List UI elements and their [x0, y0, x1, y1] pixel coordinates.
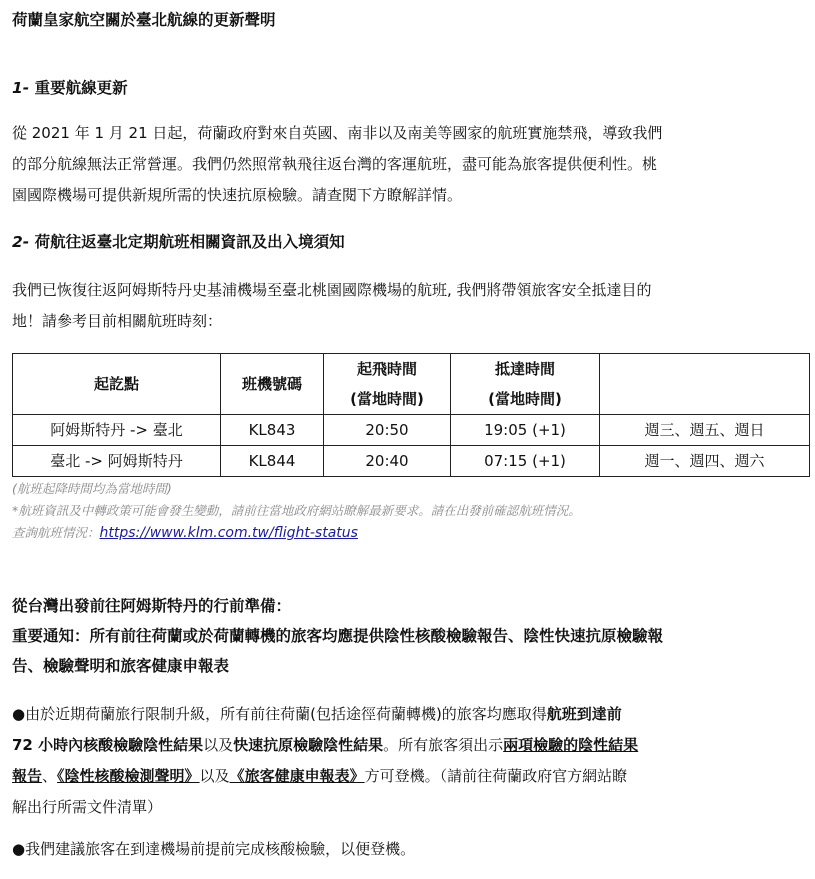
- bullet-bold: 航班到達前: [546, 705, 622, 723]
- bullet-text: ●由於近期荷蘭旅行限制升級，所有前往荷蘭(包括途徑荷蘭轉機)的旅客均應取得: [12, 705, 547, 723]
- section1-line: 從 2021 年 1 月 21 日起，荷蘭政府對來自英國、南非以及南美等國家的航班實施禁飛，導致我們: [12, 124, 663, 142]
- bullet-bold-underline: 兩項檢驗的陰性結果: [503, 736, 639, 754]
- bullet-bold: 快速抗原檢驗陰性結果: [233, 736, 384, 754]
- cell-days: 週三、週五、週日: [600, 415, 810, 446]
- header-departure-line1: 起飛時間: [356, 360, 417, 378]
- section1-heading: [12, 77, 802, 99]
- note-local-time: (航班起降時間均為當地時間): [12, 481, 172, 496]
- notice-line: 重要通知：所有前往荷蘭或於荷蘭轉機的旅客均應提供陰性核酸檢驗報告、陰性快速抗原檢驗報: [12, 627, 664, 645]
- header-arrival: [451, 354, 600, 415]
- bullet-requirements: [12, 699, 802, 823]
- cell-departure: 20:40: [324, 446, 451, 477]
- cell-departure: 20:50: [324, 415, 451, 446]
- section1-line: 園國際機場可提供新規所需的快速抗原檢驗。請查閱下方瞭解詳情。: [12, 186, 463, 204]
- bullet-line: [12, 730, 802, 761]
- section1-number: 1-: [12, 79, 30, 97]
- note-policy: *航班資訊及中轉政策可能會發生變動，請前往當地政府網站瞭解最新要求。請在出發前確認航班情況。: [12, 503, 581, 518]
- important-notice: [12, 621, 802, 681]
- bullet-text: 、: [42, 767, 58, 785]
- bullet-recommendation: ●我們建議旅客在到達機場前提前完成核酸檢驗，以便登機。: [12, 840, 416, 858]
- bullet-text: 以及: [199, 767, 230, 785]
- header-arrival-line2: (當地時間): [488, 390, 562, 408]
- bullet-text: 方可登機。（請前往荷蘭政府官方網站瞭: [364, 767, 628, 785]
- header-flight: 班機號碼: [221, 354, 324, 415]
- bullet-line: [12, 699, 802, 730]
- section2-title: 荷航往返臺北定期航班相關資訊及出入境須知: [34, 233, 345, 251]
- header-route: 起訖點: [13, 354, 221, 415]
- section2-body: [12, 275, 802, 337]
- flight-status-link[interactable]: https://www.klm.com.tw/flight-status: [99, 525, 358, 541]
- notes: [12, 478, 802, 544]
- cell-flight: KL843: [221, 415, 324, 446]
- header-departure-line2: (當地時間): [350, 390, 424, 408]
- table-header-row: [13, 354, 810, 415]
- header-days: [600, 354, 810, 415]
- cell-days: 週一、週四、週六: [600, 446, 810, 477]
- health-declaration-form: 《旅客健康申報表》: [229, 767, 365, 785]
- cell-route: 阿姆斯特丹 -> 臺北: [13, 415, 221, 446]
- table-row: [13, 446, 810, 477]
- page-title: 荷蘭皇家航空關於臺北航線的更新聲明: [12, 11, 276, 29]
- section1-title: 重要航線更新: [34, 79, 128, 97]
- notice-line: 告、檢驗聲明和旅客健康申報表: [12, 657, 230, 675]
- bullet-text: 。所有旅客須出示: [383, 736, 504, 754]
- cell-route: 臺北 -> 阿姆斯特丹: [13, 446, 221, 477]
- section2-line: 我們已恢復往返阿姆斯特丹史基浦機場至臺北桃園國際機場的航班, 我們將帶領旅客安全抵達目的: [12, 281, 652, 299]
- bullet-text: 以及: [203, 736, 234, 754]
- note-flight-status: [12, 522, 802, 544]
- bullet-bold-underline: 報告: [12, 767, 43, 785]
- section2-number: 2-: [12, 233, 30, 251]
- header-arrival-line1: 抵達時間: [494, 360, 555, 378]
- bullet-line: [12, 761, 802, 792]
- prep-heading: 從台灣出發前往阿姆斯特丹的行前準備：: [12, 597, 292, 615]
- flight-status-label: 查詢航班情況：: [12, 525, 100, 540]
- cell-arrival: 19:05 (+1): [451, 415, 600, 446]
- cell-arrival: 07:15 (+1): [451, 446, 600, 477]
- table-row: [13, 415, 810, 446]
- section1-body: [12, 118, 802, 211]
- flight-schedule-table: [12, 353, 810, 477]
- negative-test-declaration: 《陰性核酸檢測聲明》: [57, 767, 200, 785]
- bullet-bold: 72 小時內核酸檢驗陰性結果: [12, 736, 204, 754]
- bullet-line: 解出行所需文件清單）: [12, 798, 163, 816]
- section2-line: 地！請參考目前相關航班時刻：: [12, 312, 223, 330]
- cell-flight: KL844: [221, 446, 324, 477]
- section2-heading: [12, 231, 802, 253]
- section1-line: 的部分航線無法正常營運。我們仍然照常執飛往返台灣的客運航班，盡可能為旅客提供便利性。桃: [12, 155, 658, 173]
- header-departure: [324, 354, 451, 415]
